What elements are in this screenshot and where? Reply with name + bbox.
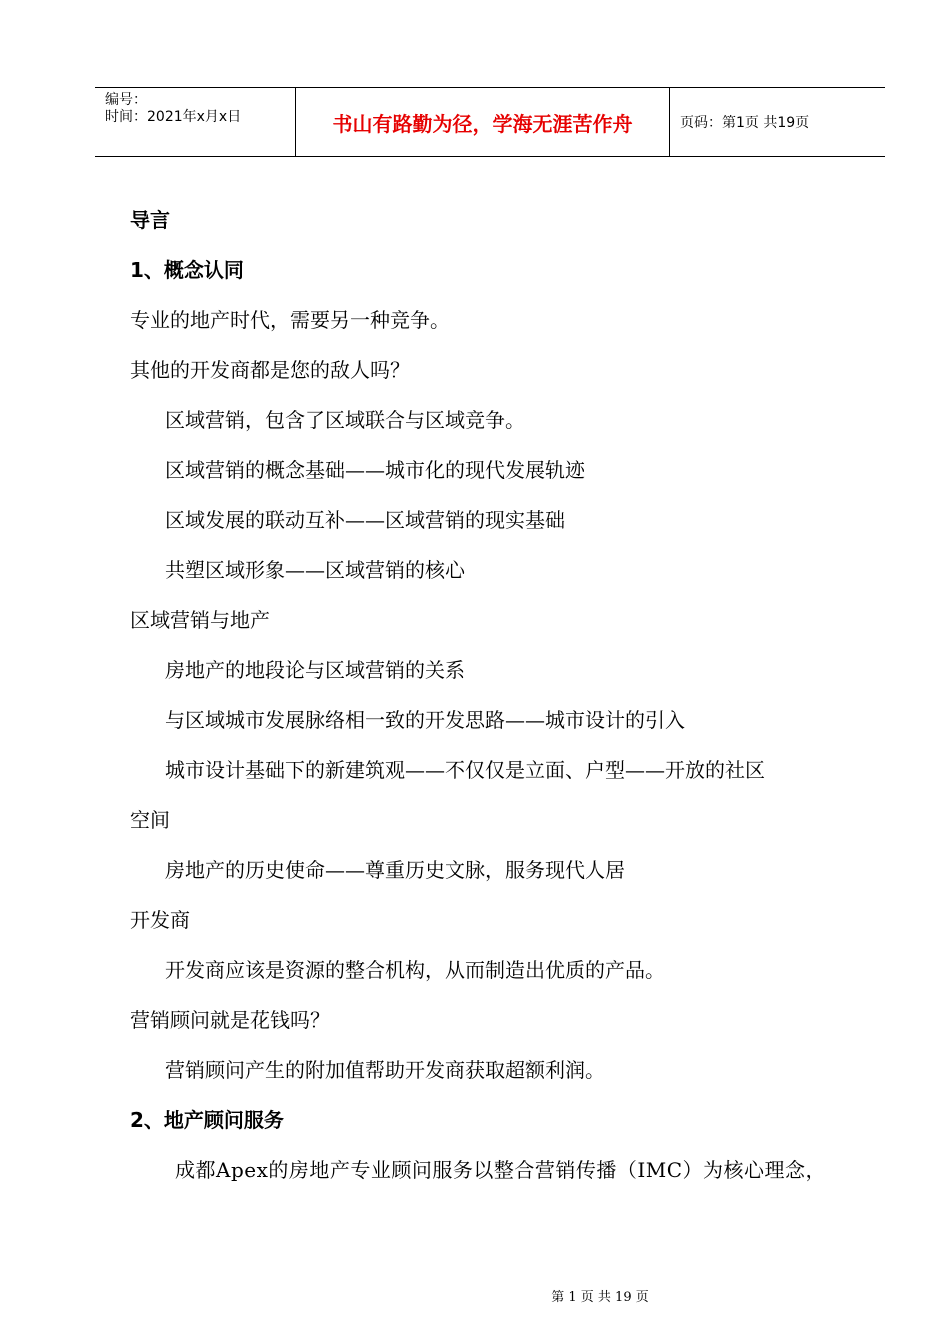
paragraph: 空间 — [130, 808, 170, 832]
section-title: 1、概念认同 — [130, 258, 244, 282]
page-header — [95, 87, 885, 157]
paragraph: 区域营销与地产 — [130, 608, 270, 632]
section-title: 2、地产顾问服务 — [130, 1108, 284, 1132]
paragraph: 其他的开发商都是您的敌人吗？ — [130, 358, 410, 382]
header-info — [95, 88, 296, 156]
header-page-label: 页码：第1页 共19页 — [680, 115, 810, 131]
paragraph: 区域营销的概念基础——城市化的现代发展轨迹 — [165, 458, 585, 482]
paragraph: 成都Apex的房地产专业顾问服务以整合营销传播（IMC）为核心理念， — [175, 1158, 827, 1182]
footer-page-number: 第 1 页 共 19 页 — [551, 1290, 649, 1305]
paragraph: 与区域城市发展脉络相一致的开发思路——城市设计的引入 — [165, 708, 685, 732]
paragraph: 区域发展的联动互补——区域营销的现实基础 — [165, 508, 565, 532]
paragraph: 开发商 — [130, 908, 190, 932]
paragraph: 营销顾问产生的附加值帮助开发商获取超额利润。 — [165, 1058, 605, 1082]
paragraph: 房地产的历史使命——尊重历史文脉，服务现代人居 — [165, 858, 625, 882]
document-body — [130, 195, 870, 1195]
paragraph: 专业的地产时代，需要另一种竞争。 — [130, 308, 450, 332]
document-number-label: 编号： — [105, 92, 147, 108]
document-time-label: 时间：2021年x月x日 — [105, 109, 242, 125]
header-motto: 书山有路勤为径，学海无涯苦作舟 — [296, 88, 670, 156]
paragraph: 房地产的地段论与区域营销的关系 — [165, 658, 465, 682]
paragraph: 开发商应该是资源的整合机构，从而制造出优质的产品。 — [165, 958, 665, 982]
page-footer — [0, 1286, 950, 1305]
paragraph: 城市设计基础下的新建筑观——不仅仅是立面、户型——开放的社区 — [165, 758, 765, 782]
paragraph: 共塑区域形象——区域营销的核心 — [165, 558, 465, 582]
intro-title: 导言 — [130, 208, 170, 232]
paragraph: 区域营销，包含了区域联合与区域竞争。 — [165, 408, 525, 432]
paragraph: 营销顾问就是花钱吗？ — [130, 1008, 330, 1032]
